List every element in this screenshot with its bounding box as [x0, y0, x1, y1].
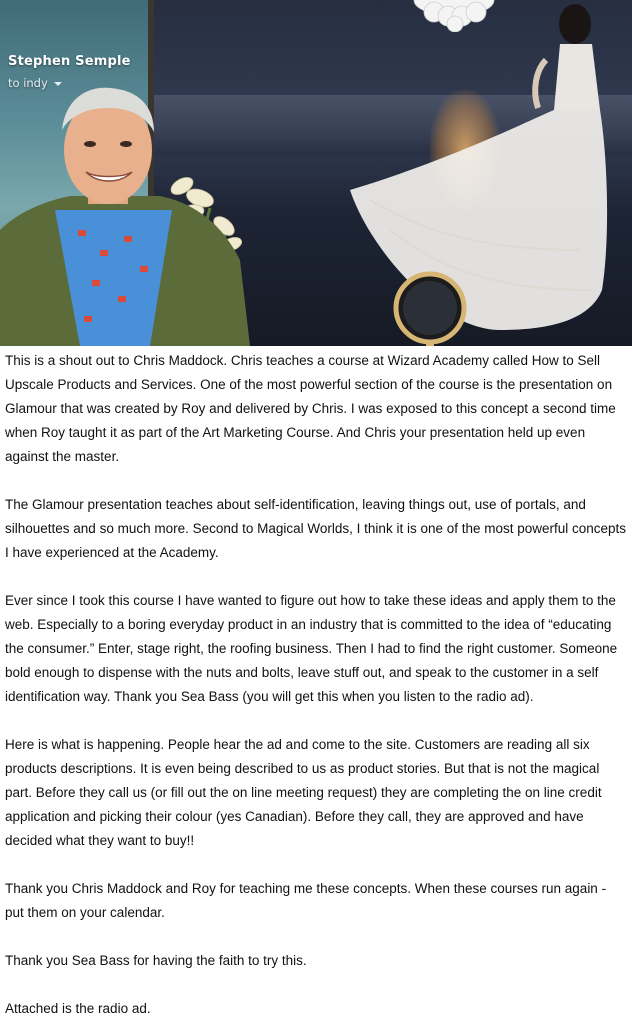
sender-name[interactable]: Stephen Semple [8, 54, 131, 69]
message-paragraph: Ever since I took this course I have wanted to figure out how to take these ideas and apply them to the web. Especially to a boring everyday product in an industry that is committed to the idea of “educating the consumer.” Enter, stage right, the roofing business. Then I had to find the right customer. Someone bold enough to dispense with the nuts and bolts, leave stuff out, and speak to the customer in a self identification way. Thank you Sea Bass (you will get this when you listen to the radio ad). [5, 593, 618, 704]
sender-info [8, 54, 131, 90]
message-paragraph: Thank you Sea Bass for having the faith to try this. [5, 953, 307, 968]
recipient-label: to indy [8, 76, 48, 90]
message-paragraph: Here is what is happening. People hear the ad and come to the site. Customers are reading all six products descriptions. It is even being described to us as product stories. But that is not the magical part. Before they call us (or fill out the on line meeting request) they are completing the on line credit application and picking their colour (yes Canadian). Before they call, they are approved and have decided what they want to buy!! [5, 737, 602, 848]
message-paragraph: The Glamour presentation teaches about self-identification, leaving things out, use of portals, and silhouettes and so much more. Second to Magical Worlds, I think it is one of the most powerful concepts I have experienced at the Academy. [5, 497, 627, 560]
message-paragraph: This is a shout out to Chris Maddock. Chris teaches a course at Wizard Academy called How to Sell Upscale Products and Services. One of the most powerful section of the course is the presentation on Glamour that was created by Roy and delivered by Chris. I was exposed to this concept a second time when Roy taught it as part of the Art Marketing Course. And Chris your presentation held up even against the master. [5, 353, 616, 464]
message-paragraph: Thank you Chris Maddock and Roy for teaching me these concepts. When these courses run again - put them on your calendar. [5, 881, 607, 920]
chevron-down-icon[interactable] [54, 82, 62, 86]
recipient-dropdown[interactable] [8, 76, 131, 90]
round-mirror [382, 268, 478, 346]
message-body [5, 349, 627, 1024]
message-paragraph: Attached is the radio ad. [5, 1001, 151, 1016]
header-photo [0, 0, 632, 346]
profile-portrait [0, 60, 250, 346]
